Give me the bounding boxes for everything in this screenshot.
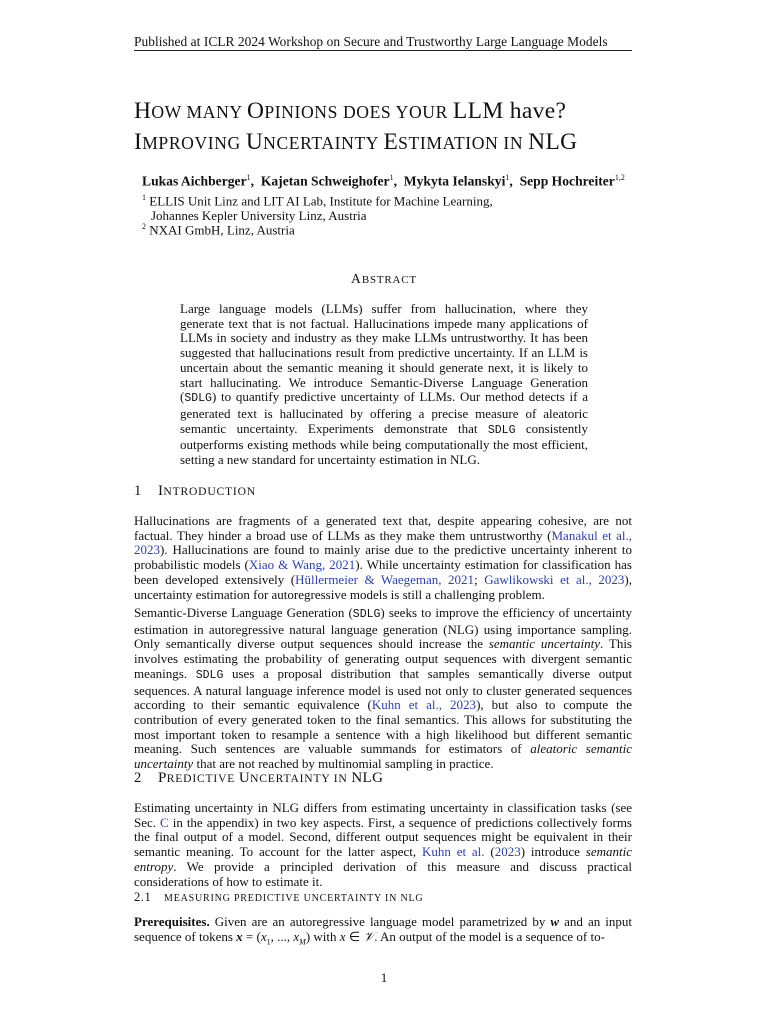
affiliation-2: $^2$ NXAI GmbH, Linz, Austria bbox=[142, 222, 295, 238]
intro-paragraph-2: Semantic-Diverse Language Generation (SDLG) seeks to improve the efficiency of uncertainty estimation in autoregressive natural language generation (NLG) using importance sampling. Only semantically diverse output sequences should increase the semantic uncertainty. This involves estimating the probability of generating output sequences with divergent semantic meanings. SDLG uses a proposal distribution that samples semantically diverse output sequences. A natural language inference model is used not only to cluster generated sequences according to their semantic equivalence (Kuhn et al., 2023), but also to compute the contribution of every generated token to the final semantics. This allows for substituting the most important token to resample a sentence with a high likelihood but different semantic meaning. Such sentences are valuable summands for estimators of aleatoric semantic uncertainty that are not reached by multinomial sampling in practice. bbox=[134, 605, 633, 772]
abstract-heading: ABSTRACT bbox=[351, 271, 417, 286]
section-ref-link[interactable]: C bbox=[160, 814, 169, 830]
citation-link[interactable]: Xiao & Wang, 2021 bbox=[248, 557, 356, 573]
section2-paragraph-1: Estimating uncertainty in NLG differs from estimating uncertainty in classification tasks (see Sec. C in the appendix) in two key aspects. First, a sequence of predictions collectively forms the final output of a model. Second, different output sequences might be equivalent in their semantic meaning. To account for the latter aspect, Kuhn et al. (2023) introduce semantic entropy. We provide a principled derivation of this measure and discuss practical considerations of how to estimate it. bbox=[134, 800, 632, 889]
author-name: Kajetan Schweighofer bbox=[260, 173, 390, 189]
author-name: Sepp Hochreiter bbox=[519, 173, 615, 189]
section-heading-predictive-uncertainty: 2 PREDICTIVE UNCERTAINTY IN NLG bbox=[134, 770, 384, 786]
citation-link[interactable]: Kuhn et al. bbox=[422, 844, 485, 860]
author-list: Lukas Aichberger$^1$, Kajetan Schweighofer$^1$, Mykyta Ielanskyi$^1$, Sepp Hochreiter$^{1,2}$ bbox=[142, 173, 625, 189]
page-number: 1 bbox=[380, 970, 388, 985]
section-heading-introduction: 1 INTRODUCTION bbox=[134, 483, 256, 499]
citation-link[interactable]: Manakul et al., 2023 bbox=[134, 527, 632, 558]
paper-title bbox=[134, 96, 578, 158]
header-rule bbox=[134, 50, 632, 51]
prerequisites-paragraph: Prerequisites. Given are an autoregressive language model parametrized by w and an input sequence of tokens $x = (x_1$, ..., $x_M$) with x ∈ 𝒱. An output of the model is a sequence of to- bbox=[134, 914, 633, 947]
author-name: Mykyta Ielanskyi bbox=[403, 173, 506, 189]
citation-link[interactable]: Kuhn et al., 2023 bbox=[371, 697, 477, 713]
subsection-heading-2-1: 2.1 MEASURING PREDICTIVE UNCERTAINTY IN NLG bbox=[134, 890, 424, 904]
affiliation-1: $^1$ ELLIS Unit Linz and LIT AI Lab, Institute for Machine Learning, Johannes Kepler University Linz, Austria bbox=[142, 193, 493, 224]
citation-link[interactable]: Hüllermeier & Waegeman, 2021 bbox=[295, 571, 475, 587]
citation-link[interactable]: Gawlikowski et al., 2023 bbox=[484, 571, 625, 587]
running-header: Published at ICLR 2024 Workshop on Secure and Trustworthy Large Language Models bbox=[134, 34, 608, 49]
title-line-2: IMPROVING UNCERTAINTY ESTIMATION IN NLG bbox=[134, 129, 578, 155]
title-line-1: HOW MANY OPINIONS DOES YOUR LLM have? bbox=[134, 98, 567, 124]
citation-link[interactable]: 2023 bbox=[494, 844, 521, 860]
abstract-body: Large language models (LLMs) suffer from hallucination, where they generate text that is not factual. Hallucinations impede many applications of LLMs in society and industry as they make LLMs untrustworthy. It has been suggested that hallucinations result from predictive uncertainty. If an LLM is uncertain about the semantic meaning it should generate next, it is likely to start hallucinating. We introduce Semantic-Diverse Language Generation (SDLG) to quantify predictive uncertainty of LLMs. Our method detects if a generated text is hallucinated by offering a precise measure of aleatoric semantic uncertainty. Experiments demonstrate that SDLG consistently outperforms existing methods while being computationally the most efficient, setting a new standard for uncertainty estimation in NLG. bbox=[180, 301, 588, 468]
author-name: Lukas Aichberger bbox=[142, 173, 247, 189]
intro-paragraph-1: Hallucinations are fragments of a generated text that, despite appearing cohesive, are not factual. They hinder a broad use of LLMs as they make them untrustworthy (Manakul et al., 2023). Hallucinations are found to mainly arise due to the predictive uncertainty inherent to probabilistic models (Xiao & Wang, 2021). While uncertainty estimation for classification has been developed extensively (Hüllermeier & Waegeman, 2021; Gawlikowski et al., 2023), uncertainty estimation for autoregressive models is still a challenging problem. bbox=[134, 513, 633, 602]
